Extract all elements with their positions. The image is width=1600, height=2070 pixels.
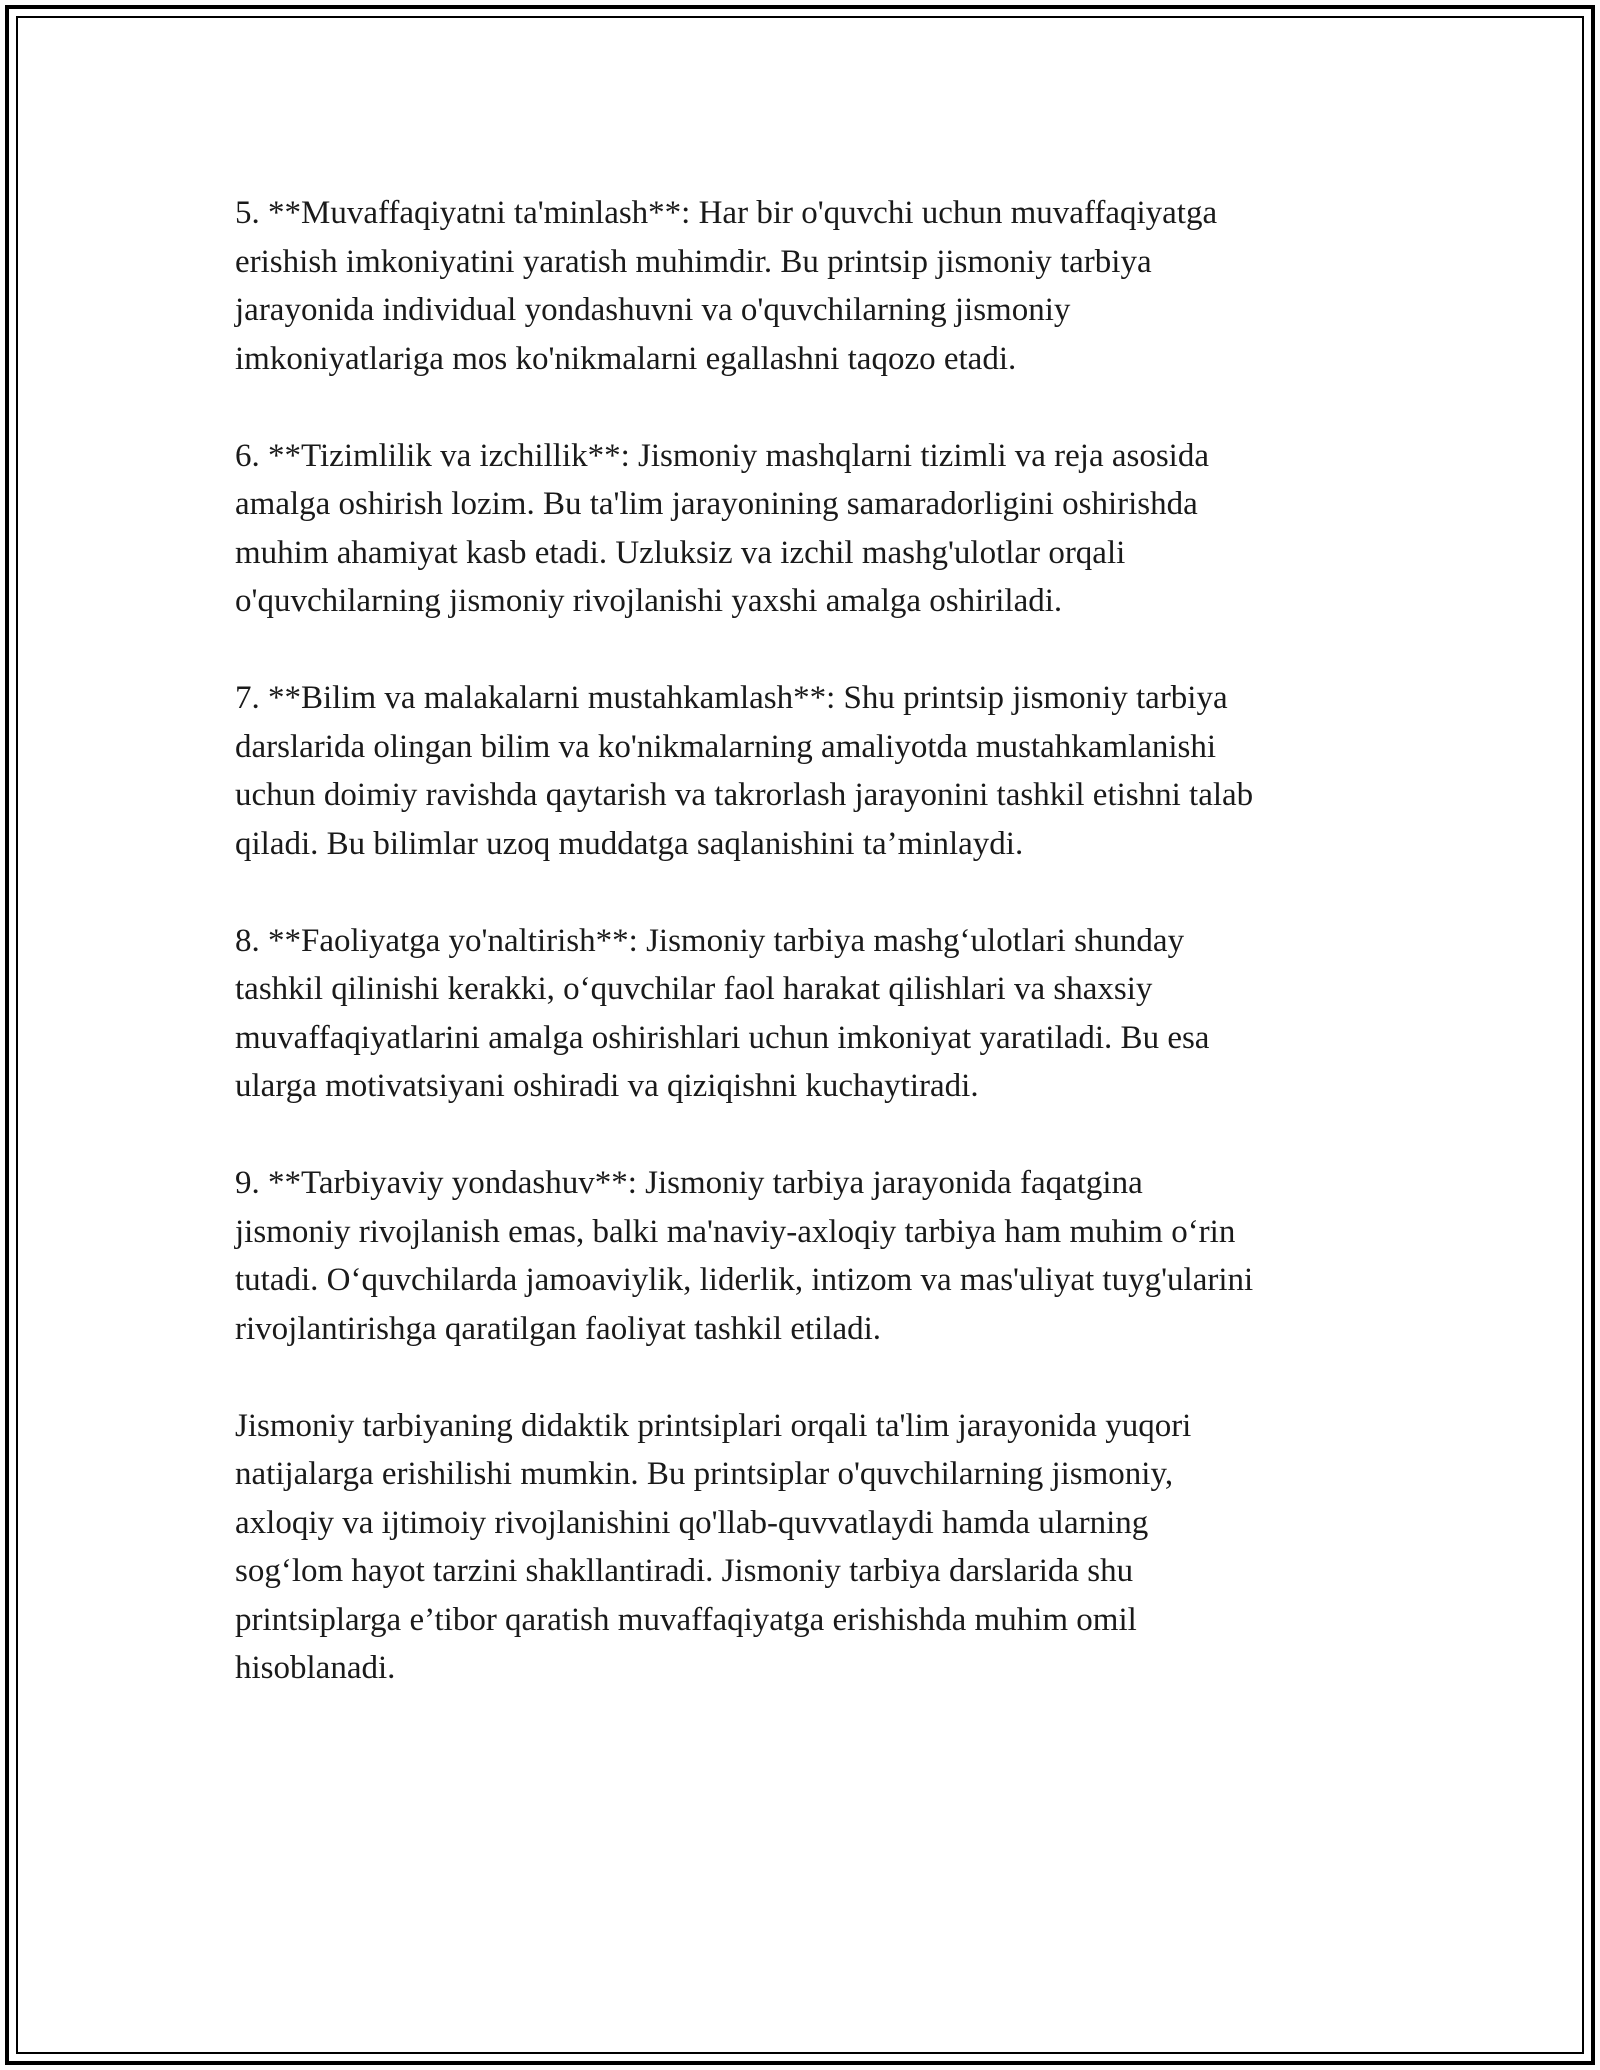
paragraph-principle-6 xyxy=(235,432,1385,626)
text-line: amalga oshirish lozim. Bu ta'lim jarayonining samaradorligini oshirishda xyxy=(235,486,1198,522)
paragraph-principle-5 xyxy=(235,189,1385,383)
text-line: 8. **Faoliyatga yo'naltirish**: Jismoniy tarbiya mashg‘ulotlari shunday xyxy=(235,922,1185,959)
text-line: printsiplarga e’tibor qaratish muvaffaqiyatga erishishda muhim omil xyxy=(235,1601,1137,1638)
text-line: jismoniy rivojlanish emas, balki ma'naviy-axloqiy tarbiya ham muhim o‘rin xyxy=(235,1213,1236,1250)
text-line: erishish imkoniyatini yaratish muhimdir. Bu printsip jismoniy tarbiya xyxy=(235,243,1152,280)
text-line: darslarida olingan bilim va ko'nikmalarning amaliyotda mustahkamlanishi xyxy=(235,728,1217,765)
paragraph-conclusion xyxy=(235,1402,1385,1693)
text-line: 5. **Muvaffaqiyatni ta'minlash**: Har bir o'quvchi uchun muvaffaqiyatga xyxy=(235,195,1218,231)
text-line: imkoniyatlariga mos ko'nikmalarni egallashni taqozo etadi. xyxy=(235,340,1017,377)
text-line: muvaffaqiyatlarini amalga oshirishlari uchun imkoniyat yaratiladi. Bu esa xyxy=(235,1019,1210,1056)
text-line: 9. **Tarbiyaviy yondashuv**: Jismoniy tarbiya jarayonida faqatgina xyxy=(235,1165,1143,1201)
paragraph-principle-8 xyxy=(235,917,1385,1111)
text-line: 6. **Tizimlilik va izchillik**: Jismoniy mashqlarni tizimli va reja asosida xyxy=(235,437,1209,474)
text-line: hisoblanadi. xyxy=(235,1650,396,1686)
paragraph-principle-9 xyxy=(235,1159,1385,1353)
paragraph-principle-7 xyxy=(235,674,1385,868)
text-line: jarayonida individual yondashuvni va o'quvchilarning jismoniy xyxy=(235,292,1071,328)
text-line: ularga motivatsiyani oshiradi va qiziqishni kuchaytiradi. xyxy=(235,1068,979,1104)
text-line: o'quvchilarning jismoniy rivojlanishi yaxshi amalga oshiriladi. xyxy=(235,583,1063,619)
document-body xyxy=(235,189,1385,1741)
text-line: 7. **Bilim va malakalarni mustahkamlash**: Shu printsip jismoniy tarbiya xyxy=(235,680,1228,716)
text-line: muhim ahamiyat kasb etadi. Uzluksiz va izchil mashg'ulotlar orqali xyxy=(235,534,1126,571)
text-line: qiladi. Bu bilimlar uzoq muddatga saqlanishini ta’minlaydi. xyxy=(235,825,1024,862)
text-line: natijalarga erishilishi mumkin. Bu printsiplar o'quvchilarning jismoniy, xyxy=(235,1456,1174,1492)
text-line: tutadi. O‘quvchilarda jamoaviylik, liderlik, intizom va mas'uliyat tuyg'ularini xyxy=(235,1262,1254,1298)
text-line: uchun doimiy ravishda qaytarish va takrorlash jarayonini tashkil etishni talab xyxy=(235,777,1254,813)
text-line: Jismoniy tarbiyaning didaktik printsiplari orqali ta'lim jarayonida yuqori xyxy=(235,1407,1192,1444)
text-line: tashkil qilinishi kerakki, o‘quvchilar faol harakat qilishlari va shaxsiy xyxy=(235,971,1153,1007)
text-line: axloqiy va ijtimoiy rivojlanishini qo'llab-quvvatlaydi hamda ularning xyxy=(235,1504,1149,1541)
text-line: sog‘lom hayot tarzini shakllantiradi. Jismoniy tarbiya darslarida shu xyxy=(235,1553,1134,1589)
text-line: rivojlantirishga qaratilgan faoliyat tashkil etiladi. xyxy=(235,1310,882,1347)
